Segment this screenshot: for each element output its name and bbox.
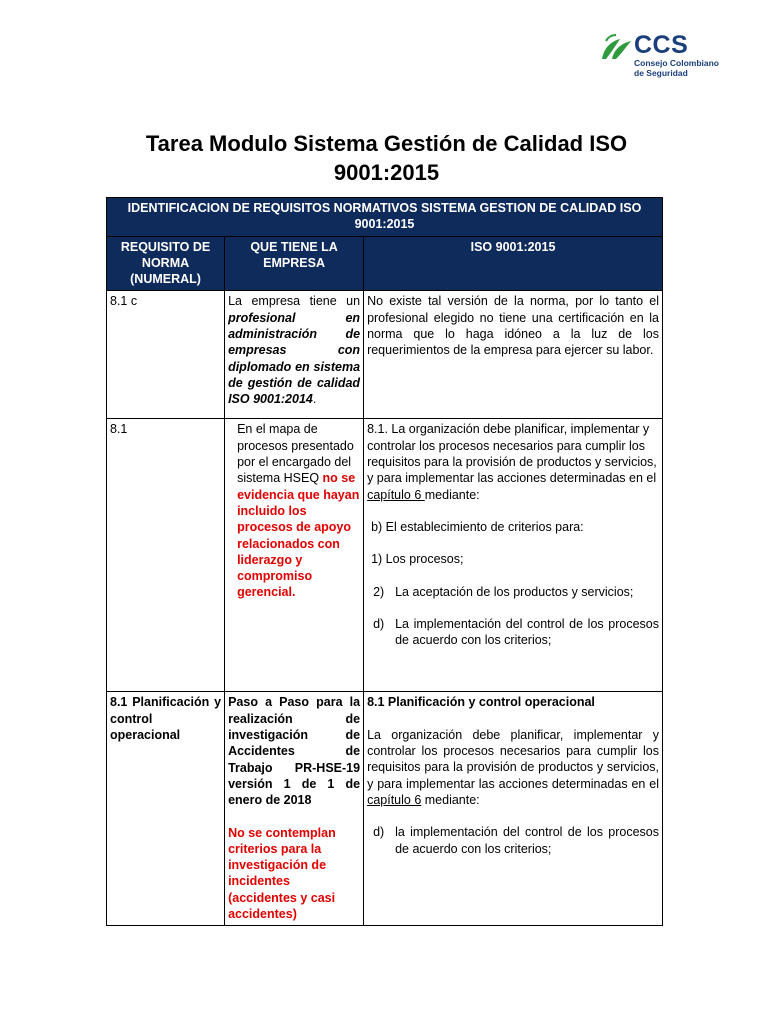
table-row [107,291,663,419]
row1-empresa-end: . [312,392,317,407]
row2-iso-itemd-text: La implementación del control de los procesos de acuerdo con los criterios; [395,616,659,648]
column-header-iso: ISO 9001:2015 [364,236,663,291]
row1-requisito: 8.1 c [107,291,225,419]
row2-iso-itemd-number: d) [373,616,385,631]
page-title: Tarea Modulo Sistema Gestión de Calidad ISO 9001:2015 [145,131,628,185]
row3-requisito: 8.1 Planificación y control operacional [107,692,225,926]
row2-empresa-finding: no se evidencia que hayan incluido los procesos de apoyo relacionados con liderazgo y compromiso gerencial. [237,471,360,600]
row1-empresa [225,291,364,419]
row3-iso [364,692,663,926]
row1-empresa-emphasis: profesional en administración de empresas con diplomado en sistema de gestión de calidad ISO 9001:2014 [228,310,361,407]
table-main-header: IDENTIFICACION DE REQUISITOS NORMATIVOS SISTEMA GESTION DE CALIDAD ISO 9001:2015 [107,198,663,237]
row2-iso-text: 8.1. La organización debe planificar, implementar y controlar los procesos necesarios para cumplir los requisitos para la provisión de productos y servicios, y para implementar las acciones determinadas en el [367,422,657,486]
table-row [107,692,663,926]
logo-brand: CCS [634,31,689,59]
logo-subtitle-2: de Seguridad [634,68,688,78]
row3-iso-text: La organización debe planificar, implementar y controlar los procesos necesarios para cumplir los requisitos para la provisión de productos y servicios, y para implementar las acciones determinadas en el [367,727,659,791]
column-header-requisito: REQUISITO DE NORMA (NUMERAL) [107,236,225,291]
row3-empresa-finding: No se contemplan criterios para la investigación de incidentes (accidentes y casi accidentes) [228,825,336,922]
row2-iso-chapter-link: capítulo 6 [367,487,425,502]
ccs-leaf-icon [598,29,638,69]
table-row [107,419,663,692]
row3-iso-chapter-link: capítulo 6 [367,792,422,807]
row2-iso-processes: 1) Los procesos; [371,552,464,567]
table-column-header-row [107,236,663,291]
row2-iso-item2-number: 2) [373,584,385,599]
row3-iso-text-end: mediante: [421,792,480,807]
row1-empresa-text: La empresa tiene un [228,294,361,309]
logo-subtitle-1: Consejo Colombiano [634,58,719,68]
row3-empresa-procedure: Paso a Paso para la realización de investigación de Accidentes de Trabajo PR-HSE-19 versión 1 de 1 de enero de 2018 [228,695,361,808]
row1-iso: No existe tal versión de la norma, por lo tanto el profesional elegido no tiene una certificación en la norma que lo haga idóneo a la luz de los requerimientos de la empresa para ejercer su labor. [364,291,663,419]
row3-empresa [225,692,364,926]
row2-requisito: 8.1 [107,419,225,692]
row3-iso-itemd-text: la implementación del control de los procesos de acuerdo con los criterios; [395,825,659,856]
table-main-header-row [107,198,663,237]
row3-iso-heading: 8.1 Planificación y control operacional [367,695,595,710]
row2-iso-criteria: b) El establecimiento de criterios para: [371,519,584,534]
row2-iso [364,419,663,692]
row3-iso-itemd-number: d) [373,825,385,840]
ccs-logo [598,9,768,100]
column-header-empresa: QUE TIENE LA EMPRESA [225,236,364,291]
row2-empresa-text: En el mapa de procesos presentado por el encargado del sistema HSEQ [237,422,354,486]
requirements-table [106,197,663,926]
row2-empresa [225,419,364,692]
row2-iso-item2-text: La aceptación de los productos y servicios; [395,584,634,599]
row2-iso-text-end: mediante: [424,487,480,502]
